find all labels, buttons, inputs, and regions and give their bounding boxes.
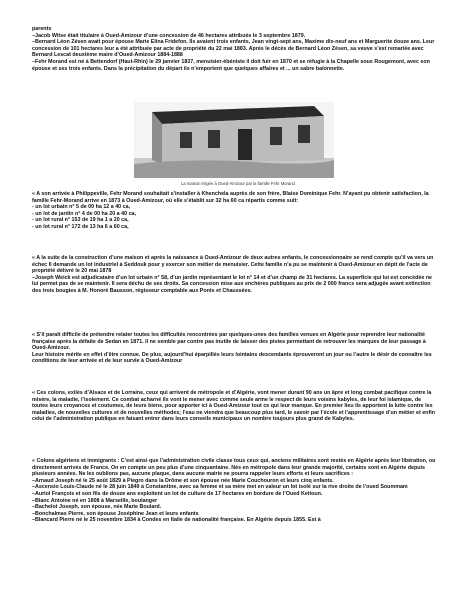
text-line: - un lot rural n° 172 de 13 ha 6 a 60 ca,: [32, 223, 129, 230]
text-line: - un lot de jardin n° 4 de 00 ha 20 a 40 ca,: [32, 210, 136, 217]
intro-section: [32, 26, 438, 72]
text-line: –Bernard Léon Zésen avait pour épouse Marie Elina Fridefon. Ils avaient trois enfants, Jean vingt-sept ans, Maxime dix-neuf ans et Marguerite douze ans. Leur concession de 101 hectares leur a été attribuée par acte de propriété du 22 mai 1883. Après le décès de Bernard Léon Zésen, sa veuve s’est remariée avec Bernard Lescat deuxième maire d’Oued-Amizour 1884-1888: [32, 39, 435, 59]
text-line: –Joseph Weick est adjudicataire d’un lot urbain n° 58, d’un jardin représentant le lot n° 14 et d’un champ de 31 hectares. La superficie qui lui est concédée ne lui permet pas de se maintenir. Il sera déchu de ses droits. Sa concession mise aux enchères publiques au prix de 2 000 francs sera adjugée avant extinction des trois bougies à M. Honoré Bausson, régisseur comptable aux Ponts et Chaussées.: [32, 274, 433, 294]
text-line: –Blancard Pierre né le 25 novembre 1834 à Condes en Italie de nationalité française. En Algérie depuis 1855. Est à: [32, 517, 321, 524]
text-line: « A son arrivée à Philippeville, Fehr Morand souhaitait s’installer à Khenchela auprès de son frère, Blaise Dominique Fehr. N’ayant pu obtenir satisfaction, la famille Fehr-Morand arrive en 1873 à Oued-Amizour, où elle s’établit sur 32 ha 60 ca répartis comme suit:: [32, 191, 429, 204]
history-section: [32, 332, 438, 365]
text-line: - un lot rural n° 153 de 19 ha 1 a 20 ca,: [32, 217, 129, 224]
arrival-section: [32, 191, 438, 231]
text-line: –Jacob Witse était titulaire à Oued-Amizour d’une concession de 46 hectares attribués le 3 septembre 1879.: [32, 32, 306, 39]
text-line: –Bachelot Joseph, son épouse, née Marie Boulard.: [32, 504, 162, 511]
construction-section: [32, 255, 438, 295]
text-line: parents: [32, 26, 52, 32]
text-line: –Auriol François et son fils de douze ans exploitent un lot de culture de 17 hectares en bordure de l’Oued Keitoun.: [32, 490, 323, 497]
text-line: - un lot urbain n° 5 de 00 ha 12 a 40 ca,: [32, 204, 131, 211]
text-line: « A la suite de la construction d’une maison et après la naissance à Oued-Amizour de deux autres enfants, le concessionnaire se rend compte qu’il va vers un échec Il demande un lot industriel à Seddouk pour y exercer son métier de menuisier. Cette famille n’a pu se maintenir à Oued-Amizour en dépit de l’acte de propriété délivré le 20 mai 1878: [32, 255, 434, 275]
text-line: Leur histoire mérite en effet d’être connue. De plus, aujourd’hui éparpillés leurs lointains descendants éprouveront un jour ou l’autre le désir de connaître les conditions de leur arrivée et de leur survie à Oued-Amizour: [32, 351, 432, 365]
text-line: « S’il paraît difficile de prétendre relater toutes les difficultés rencontrées par quelques-unes des familles venues en Algérie pour reprendre leur nationalité française après la défaite de Sedan en 1871. Il ne semble par contre pas inutile de laisser des pistes permettant de retrouver les marques de leur passage à Oued-Amizour.: [32, 332, 426, 352]
text-line: –Blanc Antoine né en 1808 à Marseille, boulanger: [32, 497, 158, 504]
text-line: « Ces colons, exilés d’Alsace et de Lorraine, ceux qui arrivent de métropole et d’Algérie, vont mener durant 90 ans un âpre et long combat pacifique contre la misère, la maladie, l’isolement. Ce combat acharné ils vont le mener avec comme seule arme le respect de leurs voisins kabyles, de leur foi islamique, de toutes leurs croyances et coutumes, de leurs biens, pour apporter ici à Oued-Amizour tout ce qui leur manque. En premier lieu ils apportent la lutte contre les maladies, de nouvelles cultures et de nouvelles méthodes; l’eau ne viendra que beaucoup plus tard, le savoir par l’école et l’apprentissage d’un métier et enfin celui de l’administration publique en faisant entrer dans leurs conseils municipaux un nombre toujours plus grand de Kabyles.: [32, 390, 435, 423]
text-line: –Ascensio Louis-Claude né le 28 juin 1849 à Constantine, avec sa femme et sa mère met en valeur un lot isolé sur la rive droite de l’oued Soummam: [32, 484, 408, 491]
colons-section: [32, 390, 438, 423]
text-line: –Bonchalmas Pierre, son épouse Joséphine Jean et leurs enfants: [32, 510, 199, 517]
text-line: « Colons algériens et immigrants : C’est ainsi que l’administration civile classe tous ceux qui, anciens militaires sont restés en Algérie après leur libération, ou directement arrivés de France. On en compte un peu plus d’une cinquantaine. Nés en métropole dans leur grande majorité, certains sont en Algérie depuis plusieurs années. Ne les oublions pas, aucune plaque, dans aucune mairie ne pourra rappeler leurs efforts et leurs sacrifices :: [32, 458, 436, 478]
house-photo: [134, 102, 334, 178]
immigrants-section: [32, 458, 438, 524]
text-line: –Arnaud Joseph né le 25 août 1829 à Piegro dans la Drôme et son épouse née Marie Couchouron et leurs cinq enfants.: [32, 477, 334, 484]
photo-caption: La maison érigée à Oued-Amizour par la famille Fehr Morand: [181, 181, 295, 186]
text-line: –Fehr Morand est né à Bettendorf (Haut-Rhin) le 29 janvier 1837, menuisier-ébéniste il doit fuir en 1870 et se réfugie à la Chapelle sous Rougemont, avec son épouse et ses trois enfants. Dans la précipitation du départ ils n’emportent que quelques affaires et ... un sabre baïonnette.: [32, 58, 430, 72]
